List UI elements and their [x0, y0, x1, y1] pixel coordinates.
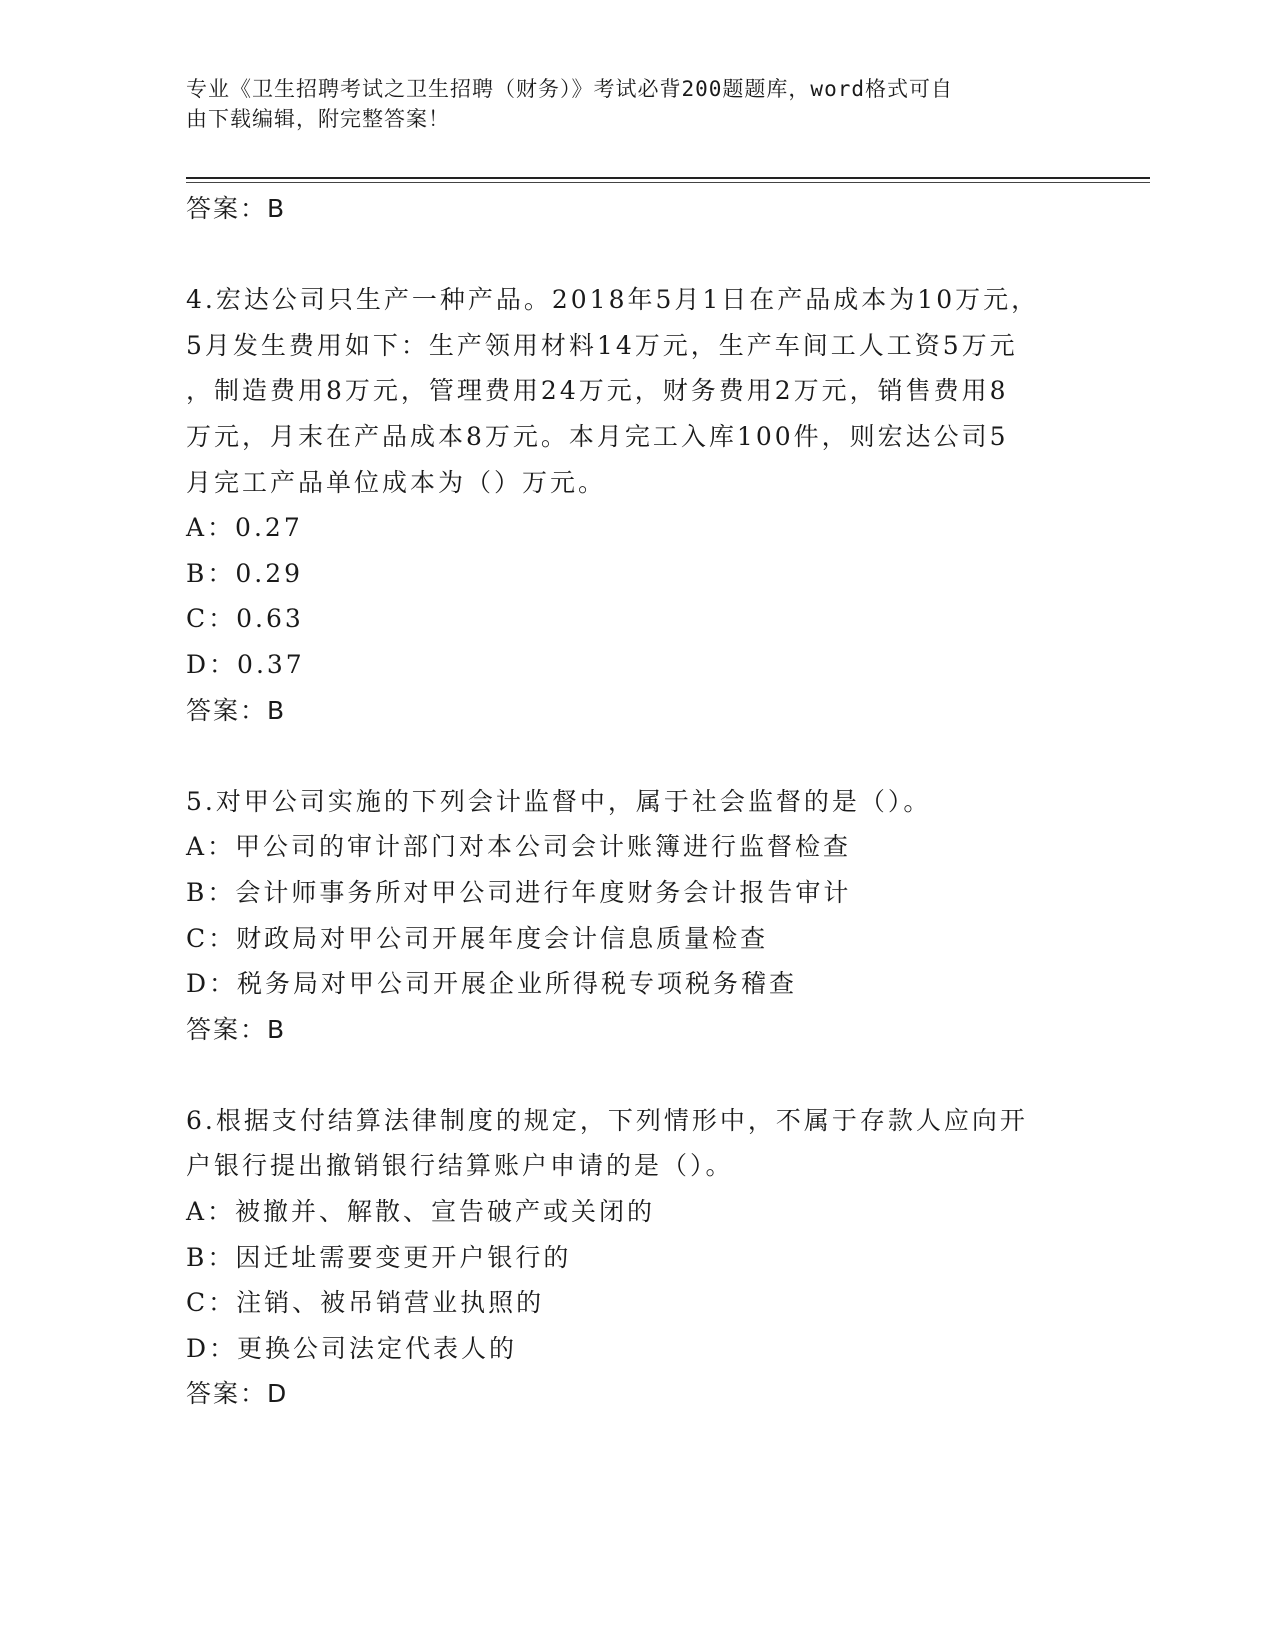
question-text-line: 万元，月末在产品成本8万元。本月完工入库100件，则宏达公司5 [186, 421, 1009, 451]
answer-line: 答案：B [186, 695, 287, 725]
spacer [186, 232, 1086, 278]
question-text-line: 月完工产品单位成本为（）万元。 [186, 467, 607, 497]
question-text-line: 6.根据支付结算法律制度的规定，下列情形中，不属于存款人应向开 [186, 1105, 1028, 1135]
question-4 [186, 277, 1086, 733]
question-6 [186, 1098, 1086, 1417]
option-a: A：被撤并、解散、宣告破产或关闭的 [186, 1197, 656, 1227]
answer-line: 答案：B [186, 194, 287, 223]
question-text-line: 4.宏达公司只生产一种产品。2018年5月1日在产品成本为10万元， [186, 285, 1040, 315]
option-c: C：注销、被吊销营业执照的 [186, 1288, 545, 1318]
answer-line: 答案：B [186, 1014, 287, 1044]
question-text-line: 5月发生费用如下：生产领用材料14万元，生产车间工人工资5万元 [186, 330, 1018, 360]
option-a: A：甲公司的审计部门对本公司会计账簿进行监督检查 [186, 832, 852, 862]
header-line: 由下载编辑，附完整答案！ [186, 107, 450, 131]
question-text-line: ，制造费用8万元，管理费用24万元，财务费用2万元，销售费用8 [186, 376, 1009, 406]
question-text-line: 户银行提出撤销银行结算账户申请的是（）。 [186, 1151, 734, 1181]
option-d: D：更换公司法定代表人的 [186, 1333, 518, 1363]
header-rule-thick [186, 177, 1150, 179]
answer-line: 答案：D [186, 1379, 289, 1409]
option-d: D：税务局对甲公司开展企业所得税专项税务稽查 [186, 969, 798, 999]
question-text-line: 5.对甲公司实施的下列会计监督中，属于社会监督的是（）。 [186, 786, 932, 816]
option-d: D：0.37 [186, 649, 305, 679]
option-b: B：0.29 [186, 558, 304, 588]
page-header [186, 74, 1066, 134]
spacer [186, 1052, 1086, 1098]
question-list [186, 186, 1086, 1417]
option-c: C：财政局对甲公司开展年度会计信息质量检查 [186, 923, 769, 953]
option-b: B：会计师事务所对甲公司进行年度财务会计报告审计 [186, 877, 852, 907]
option-c: C：0.63 [186, 604, 304, 634]
header-rule-thin [186, 182, 1150, 183]
option-b: B：因迁址需要变更开户银行的 [186, 1242, 572, 1272]
option-a: A：0.27 [186, 513, 303, 543]
spacer [186, 733, 1086, 779]
question-5 [186, 779, 1086, 1053]
header-line: 专业《卫生招聘考试之卫生招聘（财务）》考试必背200题题库，word格式可自 [186, 77, 953, 101]
